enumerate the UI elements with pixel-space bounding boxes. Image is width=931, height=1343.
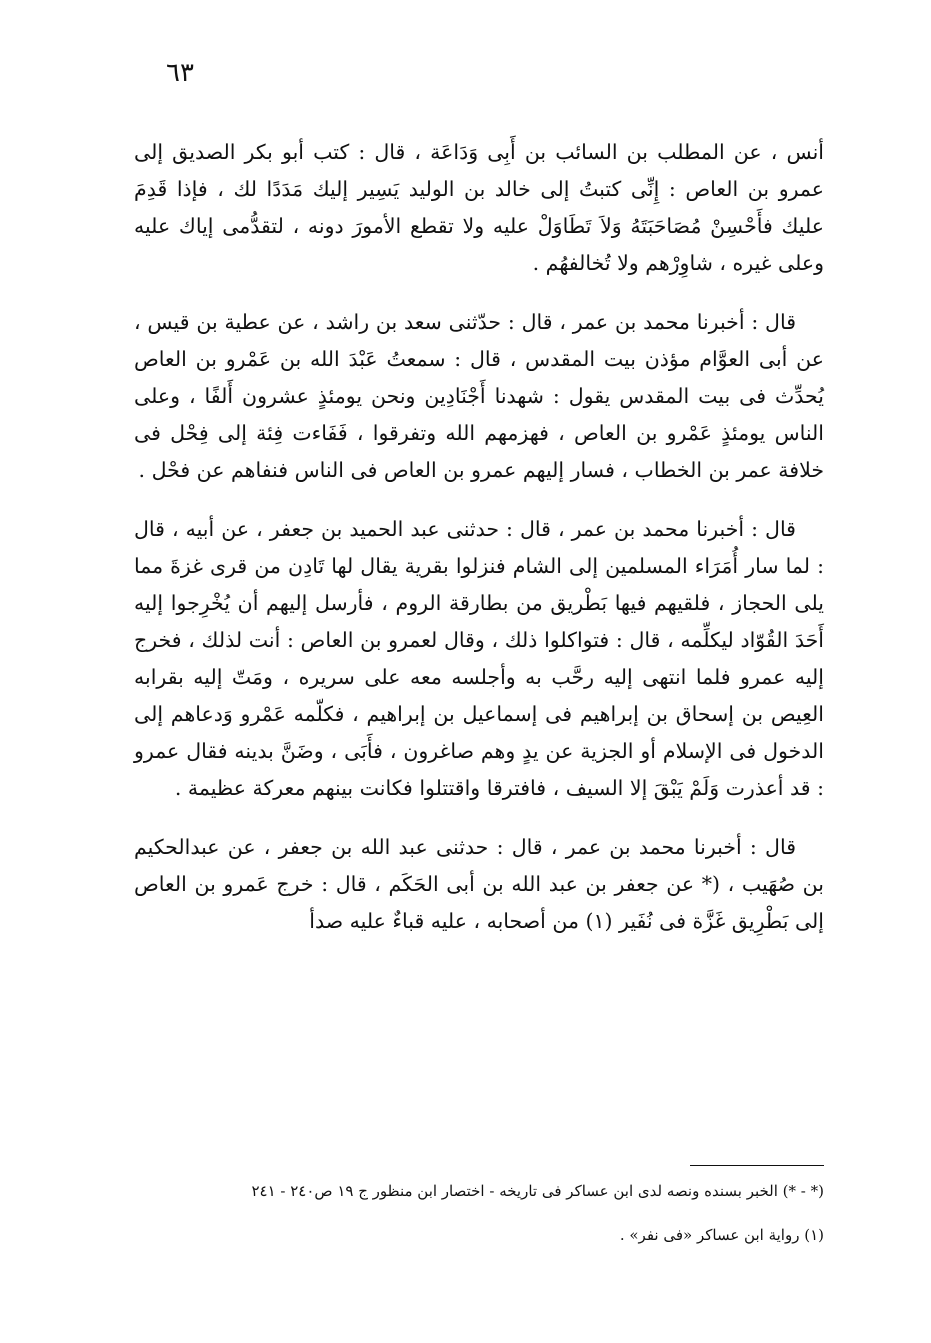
- footnote-separator: [690, 1165, 824, 1166]
- footnote-1: (* - *) الخبر بسنده ونصه لدى ابن عساكر فى تاريخه - اختصار ابن منظور ج ١٩ ص٢٤٠ - ٢٤١: [251, 1182, 824, 1200]
- page-number: ٦٣: [166, 58, 194, 88]
- footnote-2: (١) رواية ابن عساكر «فى نفر» .: [619, 1226, 824, 1244]
- footnotes: [134, 1178, 824, 1266]
- main-text: [134, 134, 824, 962]
- paragraph-3: قال : أخبرنا محمد بن عمر ، قال : حدثنى عبد الحميد بن جعفر ، عن أبيه ، قال : لما سار أُمَرَاء المسلمين إلى الشام فنزلوا بقرية يقال لها تَادِن من قرى غزةَ مما يلى الحجاز ، فلقيهم فيها بَطْريق من بطارقة الروم ، فأرسل إليهم أن يُخْرِجوا إليه أَحَدَ القُوّاد ليكلِّمه ، قال : فتواكلوا ذلك ، وقال لعمرو بن العاص : أنت لذلك ، فخرج إليه عمرو فلما انتهى إليه رحَّب به وأجلسه معه على سريره ، ومَتّ إليه بقرابه العِيص بن إسحاق بن إبراهيم فى إسماعيل بن إبراهيم ، فكلّمه عَمْرو وَدعاهم إلى الدخول فى الإسلام أو الجزية عن يدٍ وهم صاغرون ، فأَبَى ، وضَنَّ بدينه فقال عمرو : قد أعذرت وَلَمْ يَبْقَ إلا السيف ، فافترقا واقتتلوا فكانت بينهم معركة عظيمة .: [134, 517, 824, 800]
- paragraph-4: قال : أخبرنا محمد بن عمر ، قال : حدثنى عبد الله بن جعفر ، عن عبدالحكيم بن صُهَيب ، (* عن جعفر بن عبد الله بن أبى الحَكَم ، قال : خرج عَمرو بن العاص إلى بَطْرِيق غَزَّة فى نُفَير (١) من أصحابه ، عليه قباءٌ عليه صدأ: [134, 835, 824, 933]
- paragraph-1: أنس ، عن المطلب بن السائب بن أَبِى وَدَاعَة ، قال : كتب أبو بكر الصديق إلى عمرو بن العاص : إِنِّى كتبتُ إلى خالد بن الوليد يَسِير إليك مَدَدًا لك ، فإذا قَدِمَ عليك فأَحْسِنْ مُصَاحَبَتَهُ وَلاَ تَطَاوَلْ عليه ولا تقطع الأمورَ دونه ، لتقدُّمى إياك عليه وعلى غيره ، شاوِرْهم ولا تُخالفهُم .: [134, 140, 824, 275]
- paragraph-2: قال : أخبرنا محمد بن عمر ، قال : حدّثنى سعد بن راشد ، عن عطية بن قيس ، عن أبى العوَّام مؤذن بيت المقدس ، قال : سمعتُ عَبْدَ الله بن عَمْرو بن العاص يُحدِّث فى بيت المقدس يقول : شهدنا أَجْنَادِين ونحن يومئذٍ عشرون أَلفًا ، وعلى الناس يومئذٍ عَمْرو بن العاص ، فهزمهم الله وتفرقوا ، فَفَاءت فِئة إلى فِحْل فى خلافة عمر بن الخطاب ، فسار إليهم عمرو بن العاص فى الناس فنفاهم عن فحْل .: [134, 310, 824, 482]
